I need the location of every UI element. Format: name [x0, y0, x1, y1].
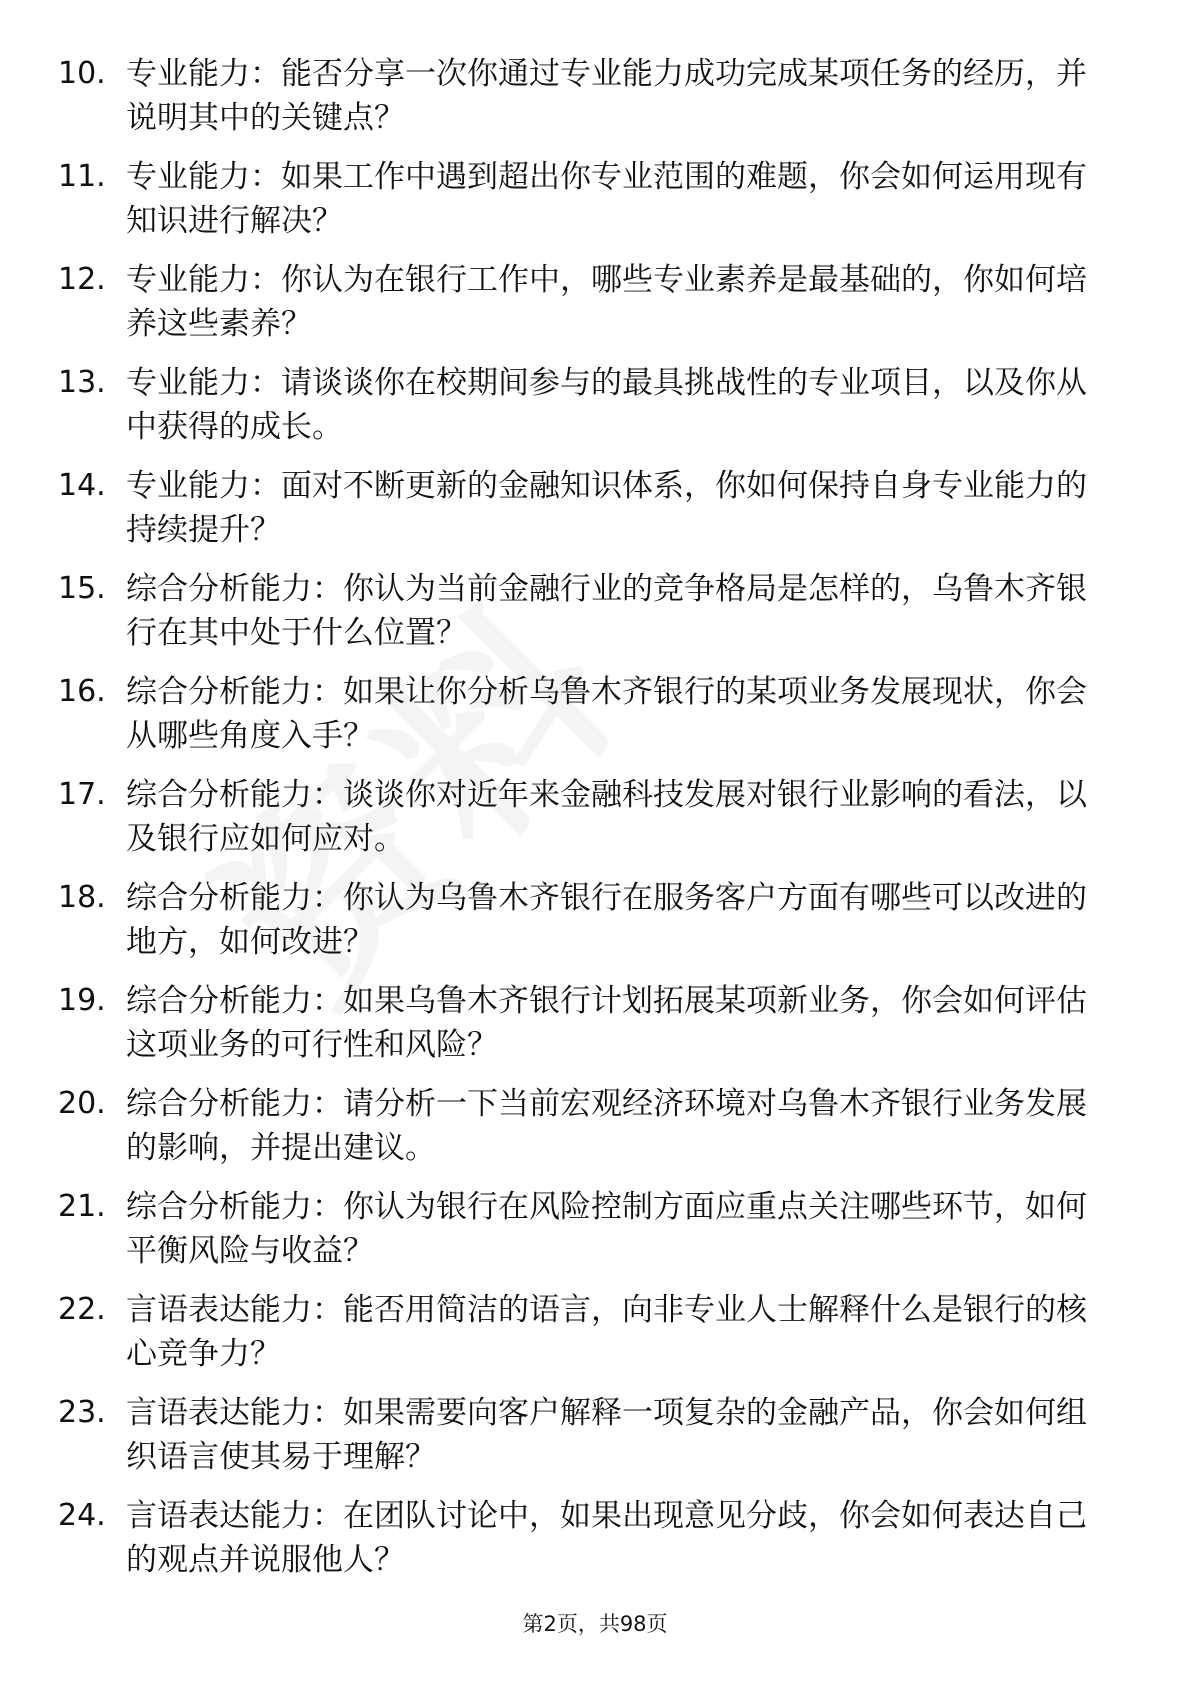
- question-text: 综合分析能力：你认为当前金融行业的竞争格局是怎样的，乌鲁木齐银行在其中处于什么位置？: [126, 571, 1087, 651]
- question-item-15: [58, 567, 1118, 670]
- question-text: 综合分析能力：如果让你分析乌鲁木齐银行的某项业务发展现状，你会从哪些角度入手？: [126, 674, 1087, 754]
- question-text: 言语表达能力：如果需要向客户解释一项复杂的金融产品，你会如何组织语言使其易于理解？: [126, 1395, 1087, 1475]
- question-item-24: [58, 1494, 1118, 1597]
- question-text: 专业能力：面对不断更新的金融知识体系，你如何保持自身专业能力的持续提升？: [126, 468, 1087, 548]
- question-number: 21.: [58, 1189, 106, 1224]
- question-number: 24.: [58, 1498, 106, 1533]
- question-item-17: [58, 773, 1118, 876]
- question-text: 综合分析能力：请分析一下当前宏观经济环境对乌鲁木齐银行业务发展的影响，并提出建议。: [126, 1086, 1087, 1166]
- question-number: 12.: [58, 262, 106, 297]
- question-text: 专业能力：请谈谈你在校期间参与的最具挑战性的专业项目，以及你从中获得的成长。: [126, 365, 1087, 445]
- question-number: 14.: [58, 468, 106, 503]
- question-number: 19.: [58, 983, 106, 1018]
- question-item-11: [58, 155, 1118, 258]
- question-number: 17.: [58, 777, 106, 812]
- question-number: 22.: [58, 1292, 106, 1327]
- question-number: 10.: [58, 56, 106, 91]
- question-item-19: [58, 979, 1118, 1082]
- question-text: 专业能力：能否分享一次你通过专业能力成功完成某项任务的经历，并说明其中的关键点？: [126, 56, 1087, 136]
- question-number: 15.: [58, 571, 106, 606]
- question-text: 综合分析能力：你认为银行在风险控制方面应重点关注哪些环节，如何平衡风险与收益？: [126, 1189, 1087, 1269]
- question-text: 综合分析能力：如果乌鲁木齐银行计划拓展某项新业务，你会如何评估这项业务的可行性和风险？: [126, 983, 1087, 1063]
- question-text: 专业能力：你认为在银行工作中，哪些专业素养是最基础的，你如何培养这些素养？: [126, 262, 1087, 342]
- question-item-23: [58, 1391, 1118, 1494]
- question-number: 11.: [58, 159, 106, 194]
- question-item-16: [58, 670, 1118, 773]
- question-text: 综合分析能力：谈谈你对近年来金融科技发展对银行业影响的看法，以及银行应如何应对。: [126, 777, 1087, 857]
- question-item-12: [58, 258, 1118, 361]
- question-number: 18.: [58, 880, 106, 915]
- question-item-18: [58, 876, 1118, 979]
- question-item-13: [58, 361, 1118, 464]
- question-item-10: [58, 52, 1118, 155]
- question-item-22: [58, 1288, 1118, 1391]
- question-text: 言语表达能力：在团队讨论中，如果出现意见分歧，你会如何表达自己的观点并说服他人？: [126, 1498, 1087, 1578]
- question-number: 16.: [58, 674, 106, 709]
- question-text: 综合分析能力：你认为乌鲁木齐银行在服务客户方面有哪些可以改进的地方，如何改进？: [126, 880, 1087, 960]
- question-text: 言语表达能力：能否用简洁的语言，向非专业人士解释什么是银行的核心竞争力？: [126, 1292, 1087, 1372]
- question-list: [58, 52, 1118, 1597]
- page-footer: 第2页，共98页: [522, 1612, 668, 1636]
- question-item-20: [58, 1082, 1118, 1185]
- question-number: 13.: [58, 365, 106, 400]
- question-number: 20.: [58, 1086, 106, 1121]
- question-item-21: [58, 1185, 1118, 1288]
- question-item-14: [58, 464, 1118, 567]
- question-text: 专业能力：如果工作中遇到超出你专业范围的难题，你会如何运用现有知识进行解决？: [126, 159, 1087, 239]
- question-number: 23.: [58, 1395, 106, 1430]
